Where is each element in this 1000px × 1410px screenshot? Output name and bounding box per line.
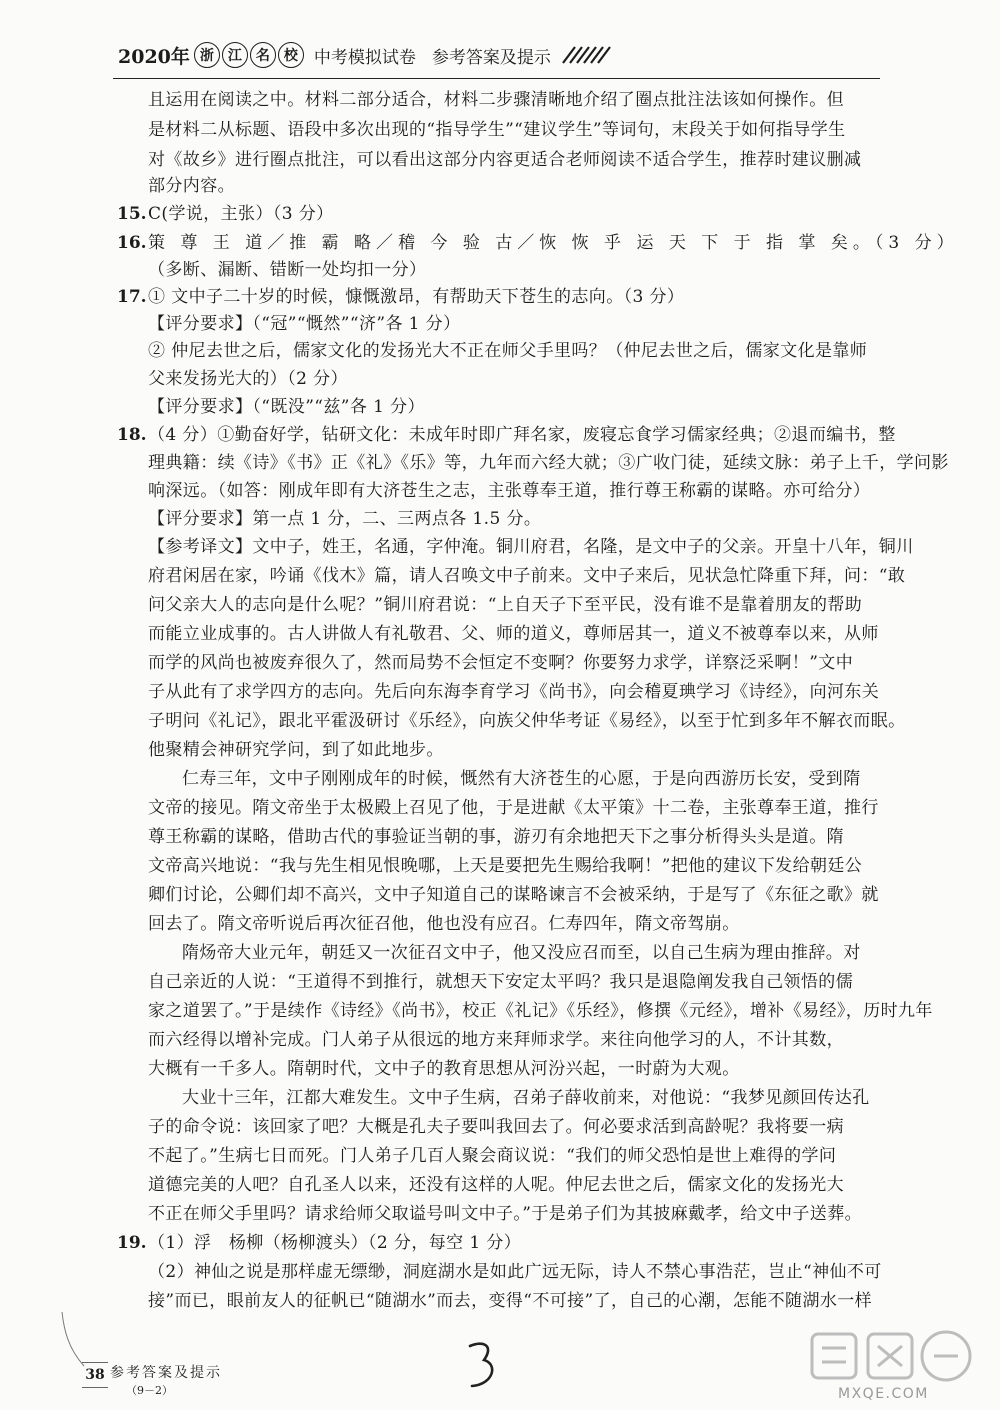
translation-line: 家之道罢了。”于是续作《诗经》《尚书》，校正《礼记》《乐经》，修撰《元经》，增补《易经》，历时九年 [148,1001,933,1021]
header-seal-ming: 名 [250,42,276,68]
answer-17-2: ② 仲尼去世之后，儒家文化的发扬光大不正在师父手里吗？（仲尼去世之后，儒家文化是靠师 [148,341,868,361]
translation-line: 大概有一千多人。隋朝时代，文中子的教育思想从河汾兴起，一时蔚为大观。 [148,1059,740,1079]
translation-line: 回去了。隋文帝听说后再次征召他，他也没有应召。仁寿四年，隋文帝驾崩。 [148,914,740,934]
header-answers-label: 参考答案及提示 [431,47,551,68]
translation-line: 子从此有了求学四方的志向。先后向东海李育学习《尚书》，向会稽夏琠学习《诗经》，向河东关 [148,682,880,702]
translation-line: 文帝的接见。隋文帝坐于太极殿上召见了他，于是进献《太平策》十二卷，主张尊奉王道，推行 [148,798,879,818]
answer-19-2: （2）神仙之说是那样虚无缥缈，洞庭湖水是如此广远无际，诗人不禁心事浩茫，岂止“神仙不可 [148,1262,882,1282]
footer-sub-label: （9－2） [126,1384,173,1397]
translation-line: 不起了。”生病七日而死。门人弟子几百人聚会商议说：“我们的师父恐怕是世上难得的学问 [148,1146,837,1166]
scoring-note: 【评分要求】（“冠”“慨然”“济”各 1 分） [148,314,461,334]
page-number: 38 [82,1362,108,1388]
translation-line: 【参考译文】文中子，姓王，名通，字仲淹。铜川府君，名隆，是文中子的父亲。开皇十八年，铜川 [148,537,914,557]
translation-line: 道德完美的人吧？自孔圣人以来，还没有这样的人呢。仲尼去世之后，儒家文化的发扬光大 [148,1175,844,1195]
header-year: 2020年 [118,45,190,68]
text-line: 对《故乡》进行圈点批注，可以看出这部分内容更适合老师阅读不适合学生，推荐时建议删减 [148,150,862,170]
text-line: 是材料二从标题、语段中多次出现的“指导学生”“建议学生”等词句，末段关于如何指导学生 [148,120,846,140]
translation-paragraph-start: 大业十三年，江都大难发生。文中子生病，召弟子薛收前来，对他说：“我梦见颜回传达孔 [182,1088,870,1108]
header-title: 中考模拟试卷 [313,47,416,68]
translation-line: 而六经得以增补完成。门人弟子从很远的地方来拜师求学。来往向他学习的人，不计其数， [148,1030,844,1050]
answer-17-1: ① 文中子二十岁的时候，慷慨激昂，有帮助天下苍生的志向。（3 分） [148,287,685,307]
translation-line: 文帝高兴地说：“我与先生相见恨晚哪，上天是要把先生赐给我啊！”把他的建议下发给朝廷公 [148,856,863,876]
translation-line: 府君闲居在家，吟诵《伐木》篇，请人召唤文中子前来。文中子来后，见状急忙降重下拜，问：“敢 [148,566,906,586]
answer-16: 策 尊 王 道／推 霸 略／稽 今 验 古／恢 恢 乎 运 天 下 于 指 掌 矣。（3 分） [148,233,959,253]
watermark-logo [806,1326,986,1388]
question-number: 15. [117,204,147,224]
translation-line: 他聚精会神研究学问，到了如此地步。 [148,740,444,760]
answer-15: C(学说，主张）（3 分） [148,204,334,224]
translation-paragraph-start: 隋炀帝大业元年，朝廷又一次征召文中子，他又没应召而至，以自己生病为理由推辞。对 [182,943,861,963]
text-line: 父来发扬光大的）（2 分） [148,369,348,389]
translation-line: 不正在师父手里吗？请求给师父取谥号叫文中子。”于是弟子们为其披麻戴孝，给文中子送葬。 [148,1204,862,1224]
scoring-note: 【评分要求】（“既没”“兹”各 1 分） [148,397,425,417]
text-line: 且运用在阅读之中。材料二部分适合，材料二步骤清晰地介绍了圈点批注法该如何操作。但 [148,90,844,110]
text-line: 接”而已，眼前友人的征帆已“随湖水”而去，变得“不可接”了，自己的心潮，怎能不随湖水一样 [148,1291,873,1311]
translation-line: 尊王称霸的谋略，借助古代的事验证当朝的事，游刃有余地把天下之事分析得头头是道。隋 [148,827,844,847]
question-number: 16. [117,233,147,253]
text-line: 理典籍：续《诗》《书》正《礼》《乐》等，九年而六经大就；③广收门徒，延续文脉：弟子上千，学问影 [148,453,949,473]
header-seal-xiao: 校 [278,42,304,68]
translation-line: 卿们讨论，公卿们却不高兴，文中子知道自己的谋略谏言不会被采纳，于是写了《东征之歌》就 [148,885,879,905]
text-line: 响深远。（如答：刚成年即有大济苍生之志，主张尊奉王道，推行尊王称霸的谋略。亦可给分） [148,481,871,501]
watermark-url: MXQE.COM [838,1386,929,1402]
text-line: 部分内容。 [148,176,235,196]
translation-line: 子明问《礼记》，跟北平霍汲研讨《乐经》，向族父仲华考证《易经》，以至于忙到多年不解衣而眠。 [148,711,906,731]
translation-line: 而学的风尚也被废弃很久了，然而局势不会恒定不变啊？你要努力求学，详察泛采啊！”文中 [148,653,854,673]
translation-line: 子的命令说：该回家了吧？大概是孔夫子要叫我回去了。何必要求活到高龄呢？我将要一病 [148,1117,844,1137]
footer-curve-icon [58,1310,88,1370]
header-rule [113,78,880,79]
header-seal-zhe: 浙 [194,42,220,68]
handwritten-mark [462,1338,502,1392]
translation-line: 问父亲大人的志向是什么呢？”铜川府君说：“上自天子下至平民，没有谁不是靠着朋友的帮助 [148,595,863,615]
translation-line: 而能立业成事的。古人讲做人有礼敬君、父、师的道义，尊师居其一，道义不被尊奉以来，从师 [148,624,879,644]
page-header [118,38,611,72]
question-number: 18. [117,425,147,445]
scoring-note: 【评分要求】第一点 1 分，二、三两点各 1.5 分。 [148,509,542,529]
translation-line: 自己亲近的人说：“王道得不到推行，就想天下安定太平吗？我只是退隐阐发我自己领悟的儒 [148,972,854,992]
answer-19-1: （1）浮 杨柳（杨柳渡头）（2 分，每空 1 分） [148,1233,522,1253]
text-line: （多断、漏断、错断一处均扣一分） [148,260,427,280]
translation-paragraph-start: 仁寿三年，文中子刚刚成年的时候，慨然有大济苍生的心愿，于是向西游历长安，受到隋 [182,769,861,789]
header-seal-jiang: 江 [222,42,248,68]
question-number: 19. [117,1233,147,1253]
footer-label: 参考答案及提示 [110,1365,222,1381]
answer-18: （4 分）①勤奋好学，钻研文化：未成年时即广拜名家，废寝忘食学习儒家经典；②退而编书，整 [148,425,896,445]
header-stripes-icon [559,45,611,65]
question-number: 17. [117,287,147,307]
